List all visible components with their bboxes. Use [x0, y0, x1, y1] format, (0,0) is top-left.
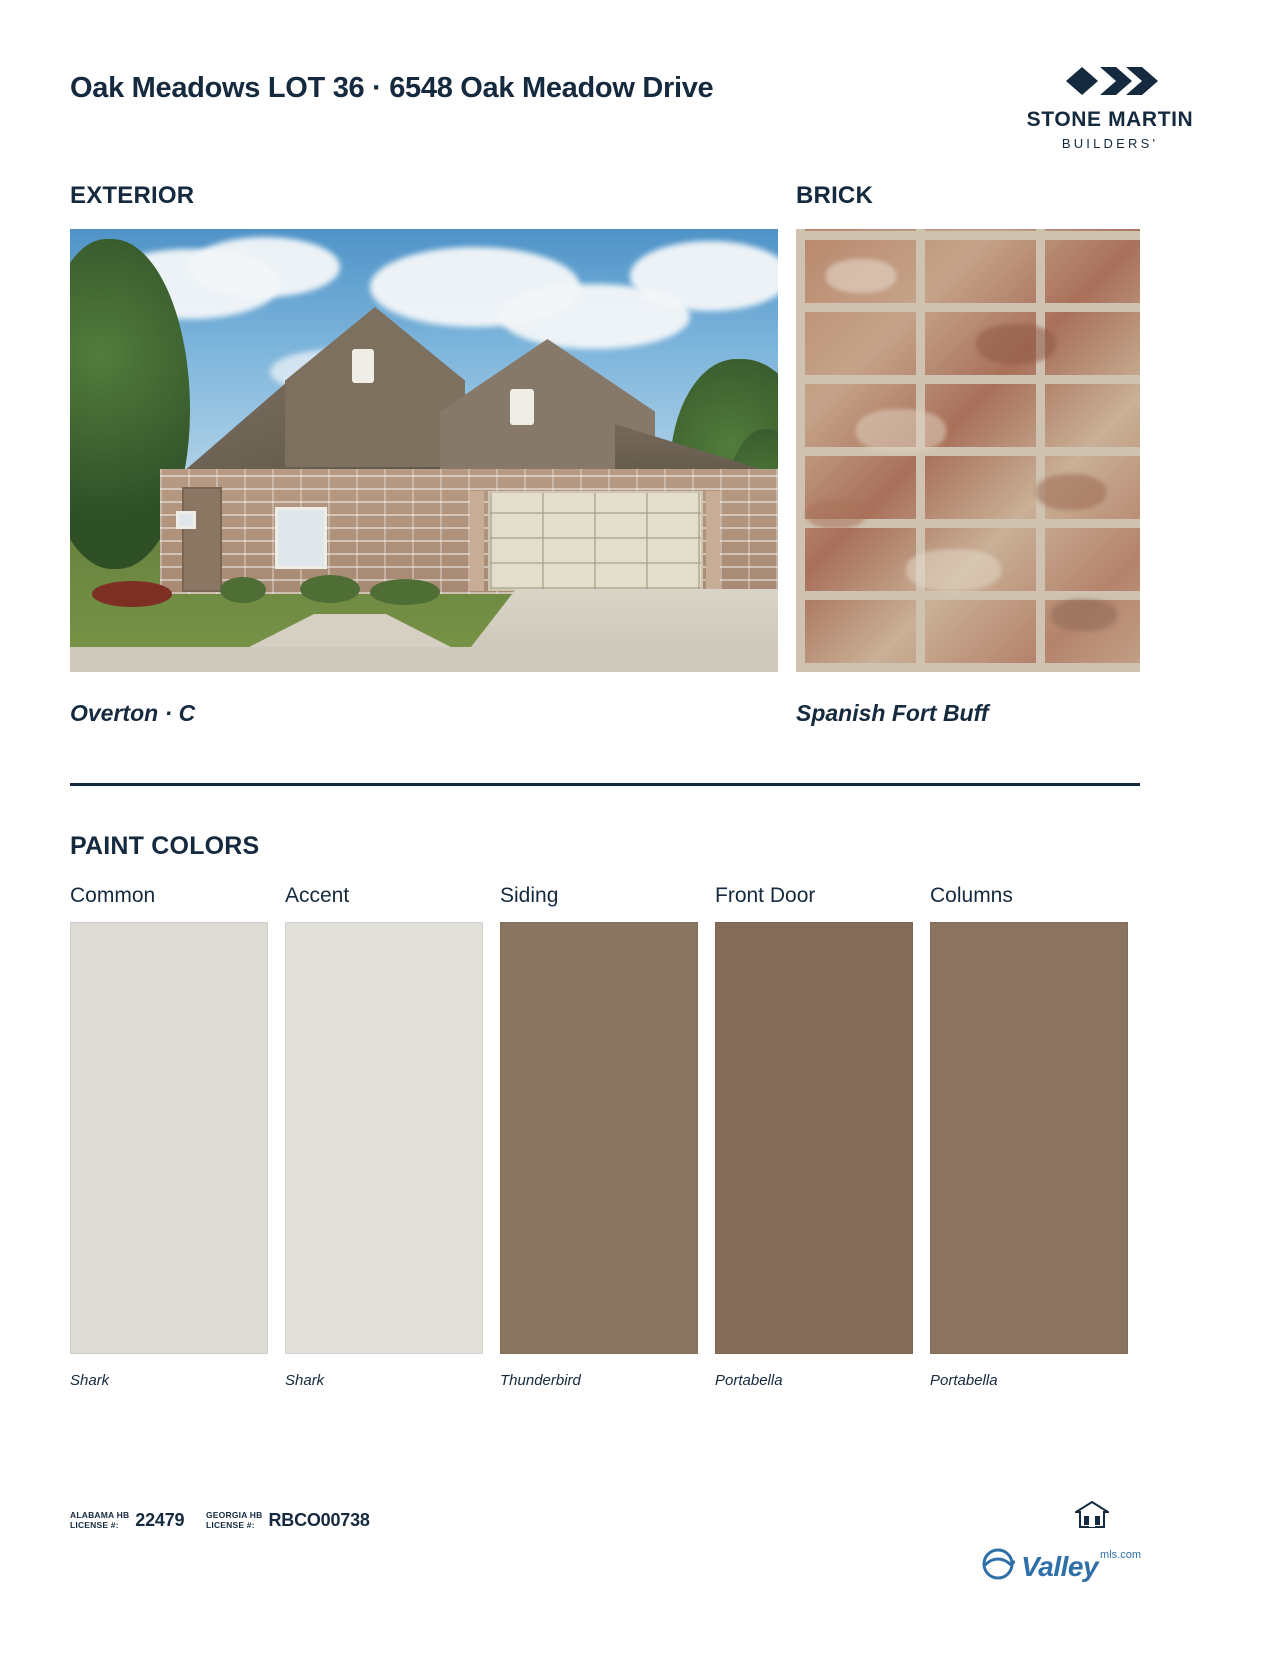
window: [275, 507, 327, 569]
alabama-license: [70, 1510, 184, 1531]
brick-heading: BRICK: [796, 182, 873, 209]
garage-trim: [706, 491, 720, 591]
swatch-chip: [930, 922, 1128, 1354]
georgia-license: [206, 1510, 370, 1531]
front-door: [182, 487, 222, 592]
alabama-license-number: 22479: [135, 1510, 185, 1530]
swatch-color-name: Shark: [285, 1372, 325, 1389]
chevrons-logo-icon: [1010, 60, 1210, 102]
exterior-heading: EXTERIOR: [70, 182, 195, 209]
swatch-chip: [715, 922, 913, 1354]
paint-swatch-list: [70, 884, 1145, 1389]
paint-swatch-accent: [285, 884, 483, 1389]
brick-blotch: [976, 324, 1056, 364]
swatch-label: Columns: [930, 884, 1013, 907]
page-title: Oak Meadows LOT 36 · 6548 Oak Meadow Drive: [70, 72, 714, 104]
garage-trim: [470, 491, 484, 591]
equal-housing-opportunity-icon: [1075, 1500, 1109, 1530]
brick-caption: Spanish Fort Buff: [796, 700, 989, 726]
swatch-color-name: Portabella: [715, 1372, 783, 1389]
street: [70, 647, 778, 672]
valley-mls-icon: [981, 1548, 1015, 1585]
brick-image: [796, 229, 1140, 672]
georgia-license-caption: [206, 1511, 262, 1531]
exterior-caption: Overton · C: [70, 700, 196, 726]
brick-blotch: [806, 499, 866, 529]
shrub: [300, 575, 360, 603]
georgia-license-number: RBCO00738: [268, 1510, 370, 1530]
document-header: [70, 60, 1210, 170]
paint-swatch-common: [70, 884, 268, 1389]
brick-blotch: [1036, 474, 1106, 510]
exterior-image: [70, 229, 778, 672]
shrub: [220, 577, 266, 603]
swatch-color-name: Portabella: [930, 1372, 998, 1389]
swatch-label: Front Door: [715, 884, 816, 907]
valley-mls-text: Valley: [1021, 1550, 1099, 1582]
swatch-chip: [70, 922, 268, 1354]
company-logo: [1010, 60, 1210, 151]
shrub: [370, 579, 440, 605]
paint-swatch-siding: [500, 884, 698, 1389]
gable-vent: [510, 389, 534, 425]
swatch-chip: [500, 922, 698, 1354]
section-divider: [70, 783, 1140, 786]
alabama-license-caption: [70, 1511, 129, 1531]
alabama-caption-line2: LICENSE #:: [70, 1519, 119, 1530]
swatch-color-name: Shark: [70, 1372, 110, 1389]
brick-blotch: [906, 549, 1001, 591]
brick-blotch: [856, 409, 946, 453]
alabama-caption-line1: ALABAMA HB: [70, 1509, 130, 1520]
georgia-caption-line1: GEORGIA HB: [206, 1509, 263, 1520]
swatch-chip: [285, 922, 483, 1354]
swatch-label: Common: [70, 884, 156, 907]
valley-mls-logo: [981, 1548, 1145, 1585]
logo-company-sub: BUILDERS': [1061, 136, 1159, 151]
swatch-label: Siding: [500, 884, 559, 907]
garage-panels: [490, 493, 701, 589]
paint-swatch-front-door: [715, 884, 913, 1389]
cloud: [190, 237, 340, 297]
swatch-label: Accent: [285, 884, 350, 907]
gable-vent: [352, 349, 374, 383]
brick-blotch: [826, 259, 896, 293]
document-footer: [70, 1500, 1145, 1620]
valley-mls-sup: mls.com: [1100, 1548, 1141, 1561]
paint-colors-heading: PAINT COLORS: [70, 832, 260, 860]
paint-swatch-columns: [930, 884, 1128, 1389]
georgia-caption-line2: LICENSE #:: [206, 1519, 255, 1530]
brick-blotch: [1051, 599, 1117, 631]
cloud: [630, 241, 778, 311]
logo-company-name: STONE MARTIN: [1026, 108, 1194, 131]
garage-door: [488, 491, 703, 591]
door-window: [176, 511, 196, 529]
mulch-bed: [92, 581, 172, 607]
swatch-color-name: Thunderbird: [500, 1372, 581, 1389]
